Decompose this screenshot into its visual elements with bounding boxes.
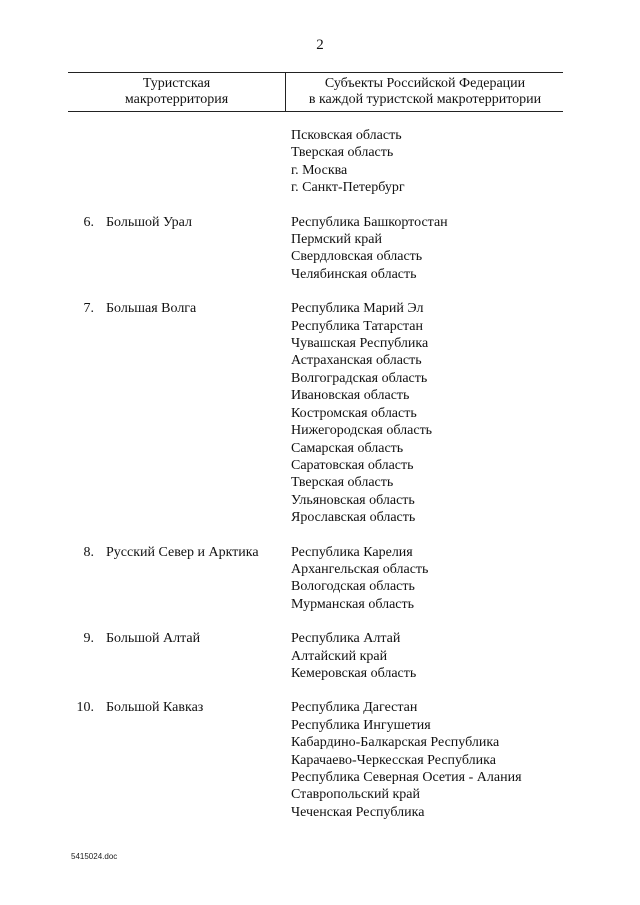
header-col2-line2: в каждой туристской макротерритории xyxy=(308,92,542,107)
subject-item: Челябинская область xyxy=(291,266,417,282)
group-number: 8. xyxy=(83,544,94,560)
macroterritory-group xyxy=(0,544,640,614)
macroterritory-group xyxy=(0,214,640,284)
subject-item: Самарская область xyxy=(291,440,404,456)
subject-item: Алтайский край xyxy=(291,648,388,664)
subject-item: Ивановская область xyxy=(291,388,410,404)
group-number: 10. xyxy=(76,700,94,716)
subjects-list xyxy=(291,127,640,197)
group-name: Русский Север и Арктика xyxy=(106,544,259,560)
group-number: 6. xyxy=(83,214,94,230)
group-name: Большая Волга xyxy=(106,301,197,317)
footer-doc-code: 5415024.doc xyxy=(71,852,118,861)
subject-item: Астраханская область xyxy=(291,353,422,369)
header-subjects xyxy=(287,73,563,111)
group-name: Большой Урал xyxy=(106,214,193,230)
subject-item: Республика Марий Эл xyxy=(291,301,424,317)
subject-item: Саратовская область xyxy=(291,457,414,473)
page-number: 2 xyxy=(316,37,324,53)
group-name: Большой Алтай xyxy=(106,631,201,647)
subject-item: Ставропольский край xyxy=(291,787,420,803)
macroterritory-group xyxy=(0,127,640,197)
subject-item: Свердловская область xyxy=(291,249,423,265)
subject-item: Чеченская Республика xyxy=(291,804,425,820)
subject-item: Нижегородская область xyxy=(291,423,433,439)
table-header xyxy=(68,72,563,112)
header-col1-line2: макротерритория xyxy=(124,92,229,107)
subject-item: Республика Карелия xyxy=(291,544,413,560)
subject-item: г. Санкт-Петербург xyxy=(291,180,405,196)
macroterritory-group xyxy=(0,300,640,526)
subject-item: Ярославская область xyxy=(291,510,416,526)
subject-item: Республика Алтай xyxy=(291,631,401,647)
subject-item: Республика Татарстан xyxy=(291,318,424,334)
subject-item: Кемеровская область xyxy=(291,665,417,681)
header-col2-line1: Субъекты Российской Федерации xyxy=(324,76,526,91)
group-number: 9. xyxy=(83,631,94,647)
subject-item: Вологодская область xyxy=(291,579,415,595)
subjects-list xyxy=(291,300,640,526)
subject-item: Пермский край xyxy=(291,232,382,248)
subject-item: Мурманская область xyxy=(291,596,415,612)
subject-item: Волгоградская область xyxy=(291,370,428,386)
header-col1-line1: Туристская xyxy=(142,76,211,91)
subjects-list xyxy=(291,544,640,614)
subject-item: г. Москва xyxy=(291,162,348,178)
subject-item: Кабардино-Балкарская Республика xyxy=(291,735,500,751)
macroterritory-group xyxy=(0,630,640,682)
subjects-list xyxy=(291,630,640,682)
subject-item: Тверская область xyxy=(291,475,394,491)
macroterritory-list xyxy=(0,127,640,838)
header-macroterritory xyxy=(68,73,286,111)
subjects-list xyxy=(291,214,640,284)
subject-item: Республика Ингушетия xyxy=(291,717,431,733)
subject-item: Чувашская Республика xyxy=(291,336,429,352)
subject-item: Костромская область xyxy=(291,405,417,421)
subject-item: Тверская область xyxy=(291,145,394,161)
subject-item: Республика Дагестан xyxy=(291,700,418,716)
subject-item: Псковская область xyxy=(291,128,402,143)
group-number: 7. xyxy=(83,301,94,317)
macroterritory-group xyxy=(0,699,640,821)
subject-item: Республика Башкортостан xyxy=(291,214,448,230)
subject-item: Архангельская область xyxy=(291,561,429,577)
subject-item: Карачаево-Черкесская Республика xyxy=(291,752,496,768)
subject-item: Республика Северная Осетия - Алания xyxy=(291,770,522,785)
group-name: Большой Кавказ xyxy=(106,700,204,716)
subject-item: Ульяновская область xyxy=(291,492,415,508)
subjects-list xyxy=(291,699,640,821)
